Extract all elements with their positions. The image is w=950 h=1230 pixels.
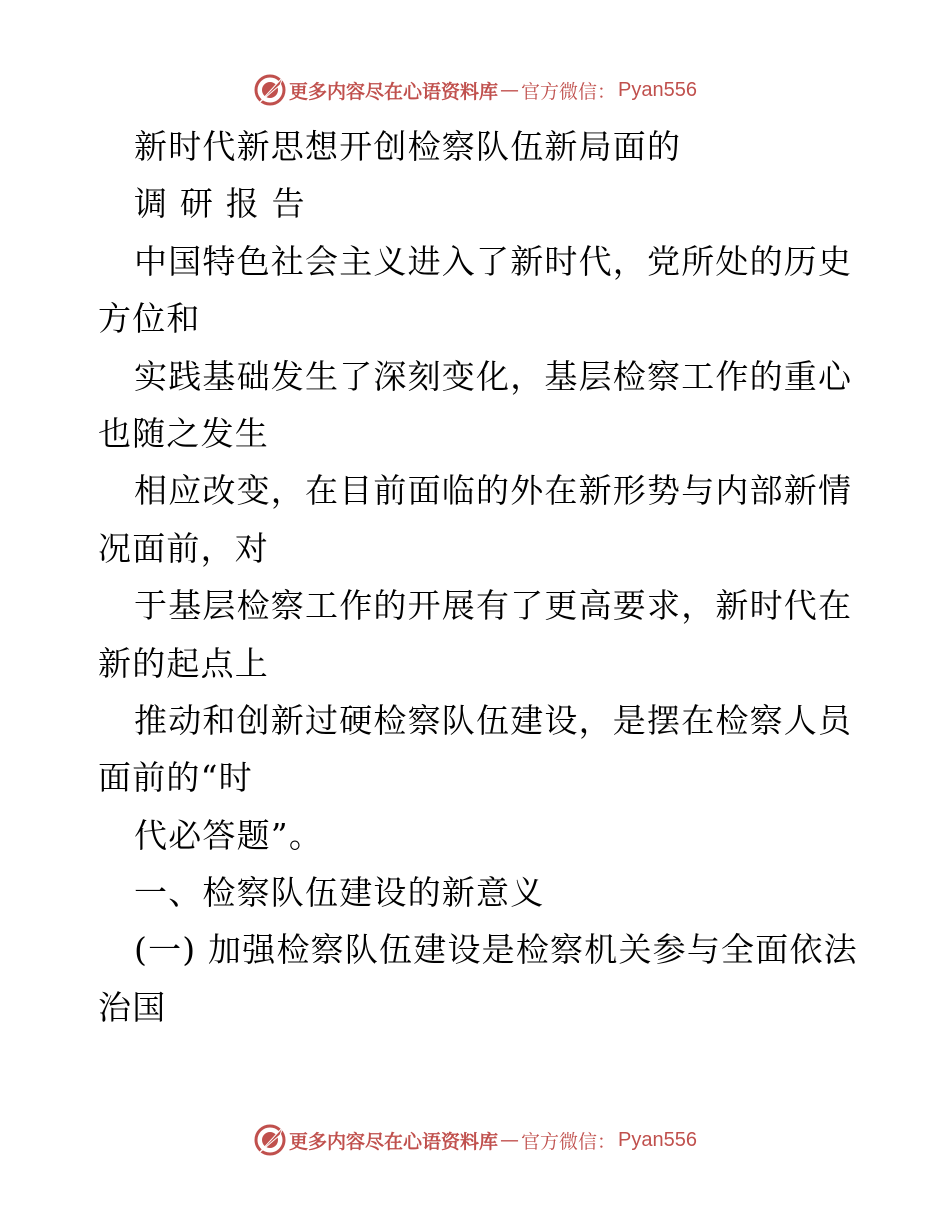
paragraph-line: 况面前，对 — [98, 528, 269, 568]
section-heading-line: 一、检察队伍建设的新意义 — [134, 873, 545, 913]
banner-promo-text: 更多内容尽在心语资料库 — [289, 1130, 499, 1153]
paragraph-line: 于基层检察工作的开展有了更高要求，新时代在 — [134, 586, 853, 626]
paragraph-line: 新的起点上 — [98, 643, 269, 683]
paragraph-line: 中国特色社会主义进入了新时代，党所处的历史 — [134, 241, 853, 281]
banner-promo-text: 更多内容尽在心语资料库 — [289, 80, 499, 103]
paragraph-line: 推动和创新过硬检察队伍建设，是摆在检察人员 — [134, 700, 853, 740]
quill-seal-icon — [253, 1123, 287, 1157]
paragraph-line: 代必答题”。 — [134, 815, 324, 855]
quill-seal-icon — [253, 73, 287, 107]
doc-title-line: 新时代新思想开创检察队伍新局面的 — [134, 127, 682, 166]
paragraph-line: 面前的“时 — [98, 758, 253, 798]
banner-official-label: 官方微信： — [521, 1130, 617, 1153]
document-body — [98, 118, 858, 1036]
paragraph-line: 也随之发生 — [98, 413, 269, 453]
paragraph-line: 相应改变，在目前面临的外在新形势与内部新情 — [134, 471, 853, 511]
banner-wechat-id: Pyan556 — [618, 78, 697, 101]
paragraph-line: 实践基础发生了深刻变化，基层检察工作的重心 — [134, 356, 853, 396]
banner-official-label: 官方微信： — [521, 80, 617, 103]
banner-separator: — — [500, 79, 520, 101]
header-banner — [0, 70, 950, 110]
paragraph-line: 治国 — [98, 987, 167, 1027]
footer-banner — [0, 1120, 950, 1160]
banner-wechat-id: Pyan556 — [618, 1128, 697, 1151]
subsection-heading-line: (一) 加强检察队伍建设是检察机关参与全面依法 — [134, 930, 858, 970]
banner-separator: — — [500, 1129, 520, 1151]
paragraph-line: 方位和 — [98, 299, 201, 339]
doc-subtitle-line: 调 研 报 告 — [134, 184, 306, 224]
